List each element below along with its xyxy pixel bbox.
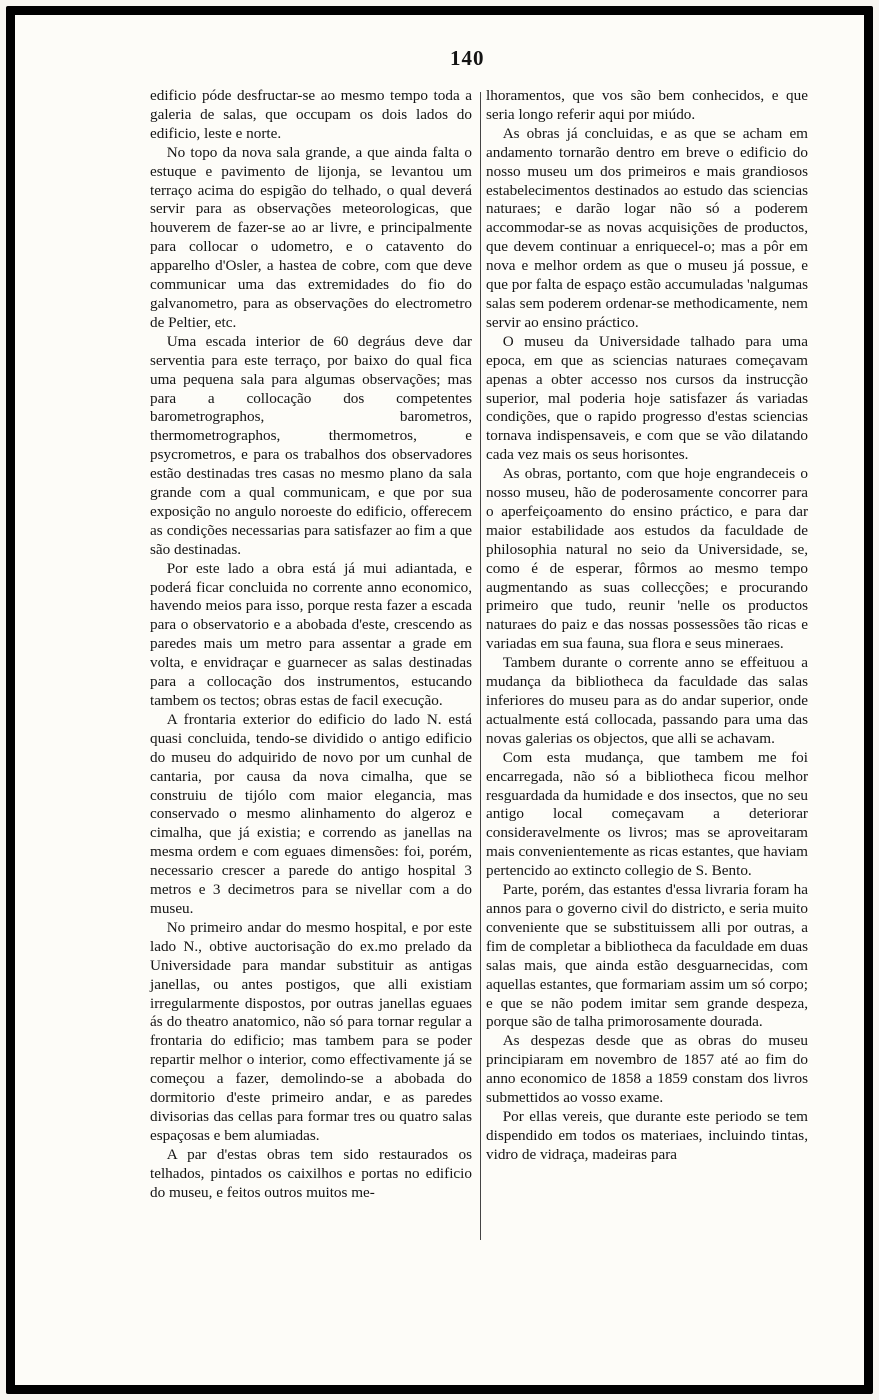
paragraph: As obras, portanto, com que hoje engrandeceis o nosso museu, hão de poderosamente concorrer para o aperfeiçoamento do ensino práctico, e para dar maior estabilidade aos estudos da faculdade de philosophia natural no seio da Universidade, se, como é de esperar, fôrmos ao mesmo tempo augmentando as suas collecções; e procurando primeiro que tudo, reunir 'nelle os productos naturaes do paiz e das nossas possessões tão ricas e variadas em sua fauna, sua flora e seus mineraes. [486,465,808,653]
page-number: 140 [450,46,485,70]
paragraph: As despezas desde que as obras do museu principiaram em novembro de 1857 até ao fim do anno economico de 1858 a 1859 constam dos livros submettidos ao vosso exame. [486,1032,808,1107]
paragraph: Por este lado a obra está já mui adiantada, e poderá ficar concluida no corrente anno economico, havendo meios para isso, porque resta fazer a escada para o observatorio e a abobada d'este, crescendo as paredes mais um metro para assentar a grade em volta, e envidraçar e guarnecer as salas destinadas para a collocação dos instrumentos, estucando tambem os tectos; obras estas de facil execução. [150,559,472,709]
column-divider [480,92,481,1240]
paragraph: lhoramentos, que vos são bem conhecidos, e que seria longo referir aqui por miúdo. [486,87,808,123]
paragraph: edificio póde desfructar-se ao mesmo tempo toda a galeria de salas, que occupam os dois lados do edificio, leste e norte. [150,87,472,142]
paragraph: Uma escada interior de 60 degráus deve dar serventia para este terraço, por baixo do qual fica uma pequena sala para algumas observações; mas para a collocação dos competentes barometrographos, barometros, thermometrographos, thermometros, e psycrometros, e para os trabalhos dos observadores estão destinadas tres casas no mesmo plano da sala grande com a qual communicam, e que por sua exposição no angulo noroeste do edificio, offerecem as condições necessarias para satisfazer ao fim a que são destinadas. [150,332,472,558]
left-column [150,87,472,1202]
paragraph: No primeiro andar do mesmo hospital, e por este lado N., obtive auctorisação do ex.mo prelado da Universidade para mandar substituir as antigas janellas, ou antes postigos, que alli existiam irregularmente dispostos, por outras janellas eguaes ás do theatro anatomico, não só para tornar regular a frontaria do edificio; mas tambem para se poder repartir melhor o interior, como effectivamente já se começou a fazer, demolindo-se a abobada do dormitorio d'este primeiro andar, e as paredes divisorias das cellas para formar tres ou quatro salas espaçosas e bem alumiadas. [150,918,472,1144]
right-column [486,87,808,1165]
paragraph: Com esta mudança, que tambem me foi encarregada, não só a bibliotheca ficou melhor resguardada da humidade e dos insectos, que no seu antigo local começavam a deteriorar consideravelmente os livros; mas se aproveitaram mais convenientemente as ricas estantes, que haviam pertencido ao extincto collegio de S. Bento. [486,748,808,880]
paragraph: Por ellas vereis, que durante este periodo se tem dispendido em todos os materiaes, incluindo tintas, vidro de vidraça, madeiras para [486,1107,808,1163]
paragraph: As obras já concluidas, e as que se acham em andamento tornarão dentro em breve o edificio do nosso museu um dos primeiros e mais grandiosos estabelecimentos destinados ao estudo das sciencias naturaes; e darão logar não só a poderem accommodar-se as novas acquisições de productos, que devem continuar a enriquecel-o; mas a pôr em nova e melhor ordem as que o museu já possue, e que por falta de espaço estão accumuladas 'nalgumas salas sem poderem ordenar-se methodicamente, nem servir ao ensino práctico. [486,124,808,331]
paragraph: Tambem durante o corrente anno se effeituou a mudança da bibliotheca da faculdade das salas inferiores do museu para as do andar superior, onde actualmente está collocada, passando para uma das novas galerias os objectos, que alli se achavam. [486,654,808,747]
paragraph: O museu da Universidade talhado para uma epoca, em que as sciencias naturaes começavam apenas a obter accesso nos cursos da instrucção superior, mal poderia hoje satisfazer ás variadas condições, que o rapido progresso d'estas sciencias tornava indispensaveis, e com que se vão dilatando cada vez mais os seus horisontes. [486,332,808,464]
paragraph: No topo da nova sala grande, a que ainda falta o estuque e pavimento de lijonja, se levantou um terraço acima do espigão do telhado, o qual deverá servir para as observações meteorologicas, que houverem de fazer-se ao ar livre, e principalmente para collocar o udometro, e o catavento do apparelho d'Osler, a hastea de cobre, com que deve communicar uma das extremidades do fio do galvanometro, para as observações do electrometro de Peltier, etc. [150,143,472,331]
paragraph: A frontaria exterior do edificio do lado N. está quasi concluida, tendo-se dividido o antigo edificio do museu do adquirido de novo por um cunhal de cantaria, por causa da nova cimalha, que se construiu de tijólo com maior elegancia, mas conservado o mesmo alinhamento do algeroz e cimalha, que já existia; e correndo as janellas na mesma ordem e com eguaes dimensões: foi, porém, necessario crescer a parede do antigo hospital 3 metros e 3 decimetros para se nivellar com a do museu. [150,710,472,917]
paragraph: A par d'estas obras tem sido restaurados os telhados, pintados os caixilhos e portas no edificio do museu, e feitos outros muitos me- [150,1145,472,1201]
paragraph: Parte, porém, das estantes d'essa livraria foram ha annos para o governo civil do districto, e seria muito conveniente que se substituissem alli por outras, a fim de completar a bibliotheca da faculdade em duas salas mais, que ainda estão desguarnecidas, com aquellas estantes, que formariam assim um só corpo; e que se não podem imitar sem grande despeza, porque são de talha primorosamente dourada. [486,881,808,1031]
